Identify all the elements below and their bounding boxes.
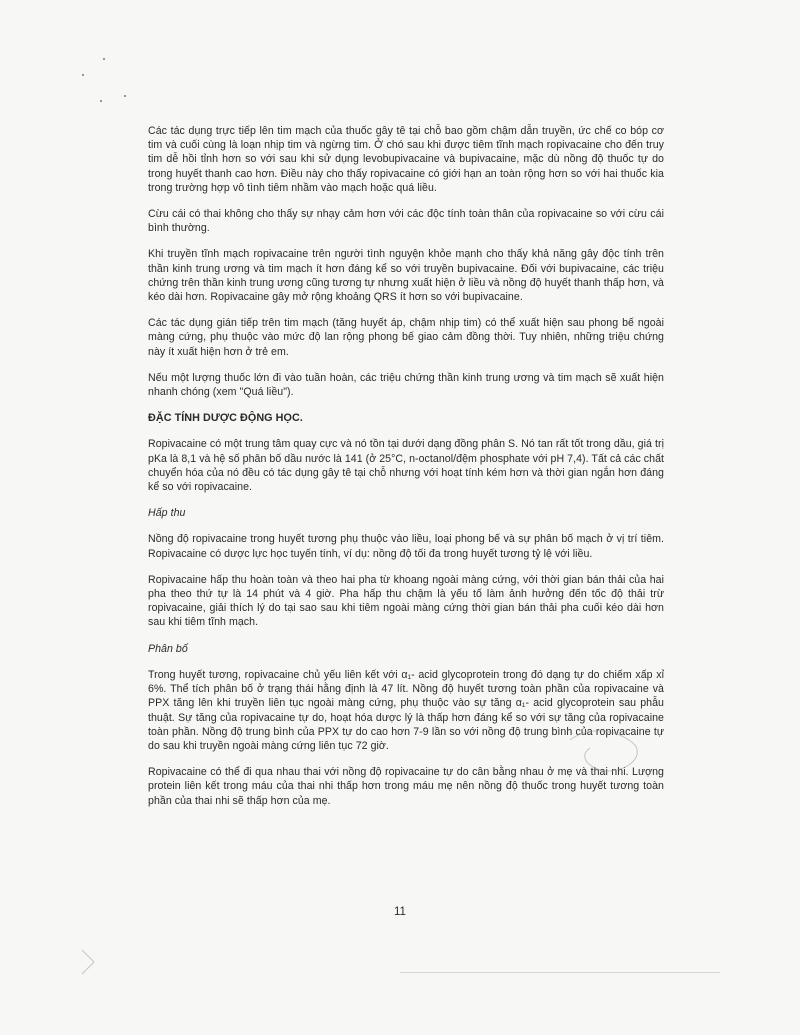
paragraph: Nếu một lượng thuốc lớn đi vào tuần hoàn, các triệu chứng thần kinh trung ương và tim mạch sẽ xuất hiện nhanh chóng (xem "Quá liều"). — [148, 371, 664, 399]
corner-mark-icon — [80, 948, 100, 976]
subsection-heading-absorption: Hấp thu — [148, 507, 186, 520]
paragraph: Cừu cái có thai không cho thấy sự nhạy cảm hơn với các độc tính toàn thân của ropivacaine so với cừu cái bình thường. — [148, 208, 664, 235]
scan-edge-line — [400, 972, 720, 973]
section-heading: ĐẶC TÍNH DƯỢC ĐỘNG HỌC. — [148, 412, 303, 425]
scan-speck — [124, 95, 126, 97]
scan-speck — [103, 58, 105, 60]
paragraph: Ropivacaine có thể đi qua nhau thai với nồng độ ropivacaine tự do cân bằng nhau ở mẹ và thai nhi. Lượng protein liên kết trong máu của thai nhi thấp hơn trong máu mẹ nên nồng độ thuốc trong huyết tương toàn phần của thai nhi sẽ thấp hơn của mẹ. — [148, 766, 664, 807]
document-body — [148, 124, 664, 820]
scan-speck — [100, 100, 102, 102]
paragraph: Ropivacaine hấp thu hoàn toàn và theo hai pha từ khoang ngoài màng cứng, với thời gian bán thải của hai pha theo thứ tự là 14 phút và 4 giờ. Pha hấp thu chậm là yếu tố làm ảnh hưởng đến tốc độ thải trừ ropivacaine, giải thích lý do tại sao sau khi tiêm ngoài màng cứng thời gian bán thải pha cuối kéo dài hơn sau khi tiêm tĩnh mạch. — [148, 573, 664, 629]
paragraph: Nồng độ ropivacaine trong huyết tương phụ thuộc vào liều, loại phong bế và sự phân bố mạch ở vị trí tiêm. Ropivacaine có dược lực học tuyến tính, ví dụ: nồng độ tối đa trong huyết tương tỷ lệ với liều. — [148, 533, 664, 560]
paragraph: Trong huyết tương, ropivacaine chủ yếu liên kết với α₁- acid glycoprotein trong đó dạng tự do chiếm xấp xỉ 6%. Thể tích phân bố ở trạng thái hằng định là 47 lít. Nồng độ huyết tương toàn phần của ropivacaine và PPX tăng lên khi truyền liên tục ngoài màng cứng, phụ thuộc vào sự tăng α₁- acid glycoprotein sau phẫu thuật. Sự tăng của ropivacaine tự do, hoạt hóa dược lý là thấp hơn đáng kể so với sự tăng của ropivacaine toàn phần. Nồng độ trung bình của PPX tự do cao hơn 7-9 lần so với nồng độ trung bình của ropivacaine tự do sau khi truyền ngoài màng cứng liên tục 72 giờ. — [148, 668, 664, 752]
paragraph: Các tác dụng trực tiếp lên tim mạch của thuốc gây tê tại chỗ bao gồm chậm dẫn truyền, ức chế co bóp cơ tim và cuối cùng là loạn nhịp tim và ngừng tim. Ở chó sau khi được tiêm tĩnh mạch ropivacaine cho đến truy tim dễ hồi tỉnh hơn so với sau khi sử dụng levobupivacaine và bupivacaine, mặc dù nồng độ thuốc tự do trong huyết thanh cao hơn. Điều này cho thấy ropivacaine có giới hạn an toàn rộng hơn so với hai thuốc kia trong trường hợp vô tình tiêm nhầm vào mạch hoặc quá liều. — [148, 125, 664, 194]
stamp-mark-icon — [560, 720, 650, 790]
subsection-heading-distribution: Phân bố — [148, 642, 188, 655]
scan-speck — [82, 74, 84, 76]
paragraph: Ropivacaine có một trung tâm quay cực và nó tồn tại dưới dạng đồng phân S. Nó tan rất tốt trong dầu, giá trị pKa là 8,1 và hệ số phân bố dầu nước là 141 (ở 25°C, n-octanol/đệm phosphate với pH 7,4). Tất cả các chất chuyển hóa của nó đều có tác dụng gây tê tại chỗ nhưng với hoạt tính kém hơn và thời gian ngắn hơn đáng kể so với ropivacaine. — [148, 438, 665, 494]
paragraph: Các tác dụng gián tiếp trên tim mạch (tăng huyết áp, chậm nhịp tim) có thể xuất hiện sau phong bế ngoài màng cứng, phụ thuộc vào mức độ lan rộng phong bế giao cảm đồng thời. Tuy nhiên, những triệu chứng này ít xuất hiện hơn ở trẻ em. — [148, 317, 664, 358]
page-number: 11 — [394, 906, 406, 918]
paragraph: Khi truyền tĩnh mạch ropivacaine trên người tình nguyện khỏe mạnh cho thấy khả năng gây độc tính trên thần kinh trung ương và tim mạch ít hơn đáng kể so với truyền bupivacaine. Đối với bupivacaine, các triệu chứng trên thần kinh trung ương cũng tương tự nhưng xuất hiện ở liều và nồng độ huyết thanh thấp hơn, và kéo dài hơn. Ropivacaine gây mở rộng khoảng QRS ít hơn so với bupivacaine. — [148, 248, 664, 304]
